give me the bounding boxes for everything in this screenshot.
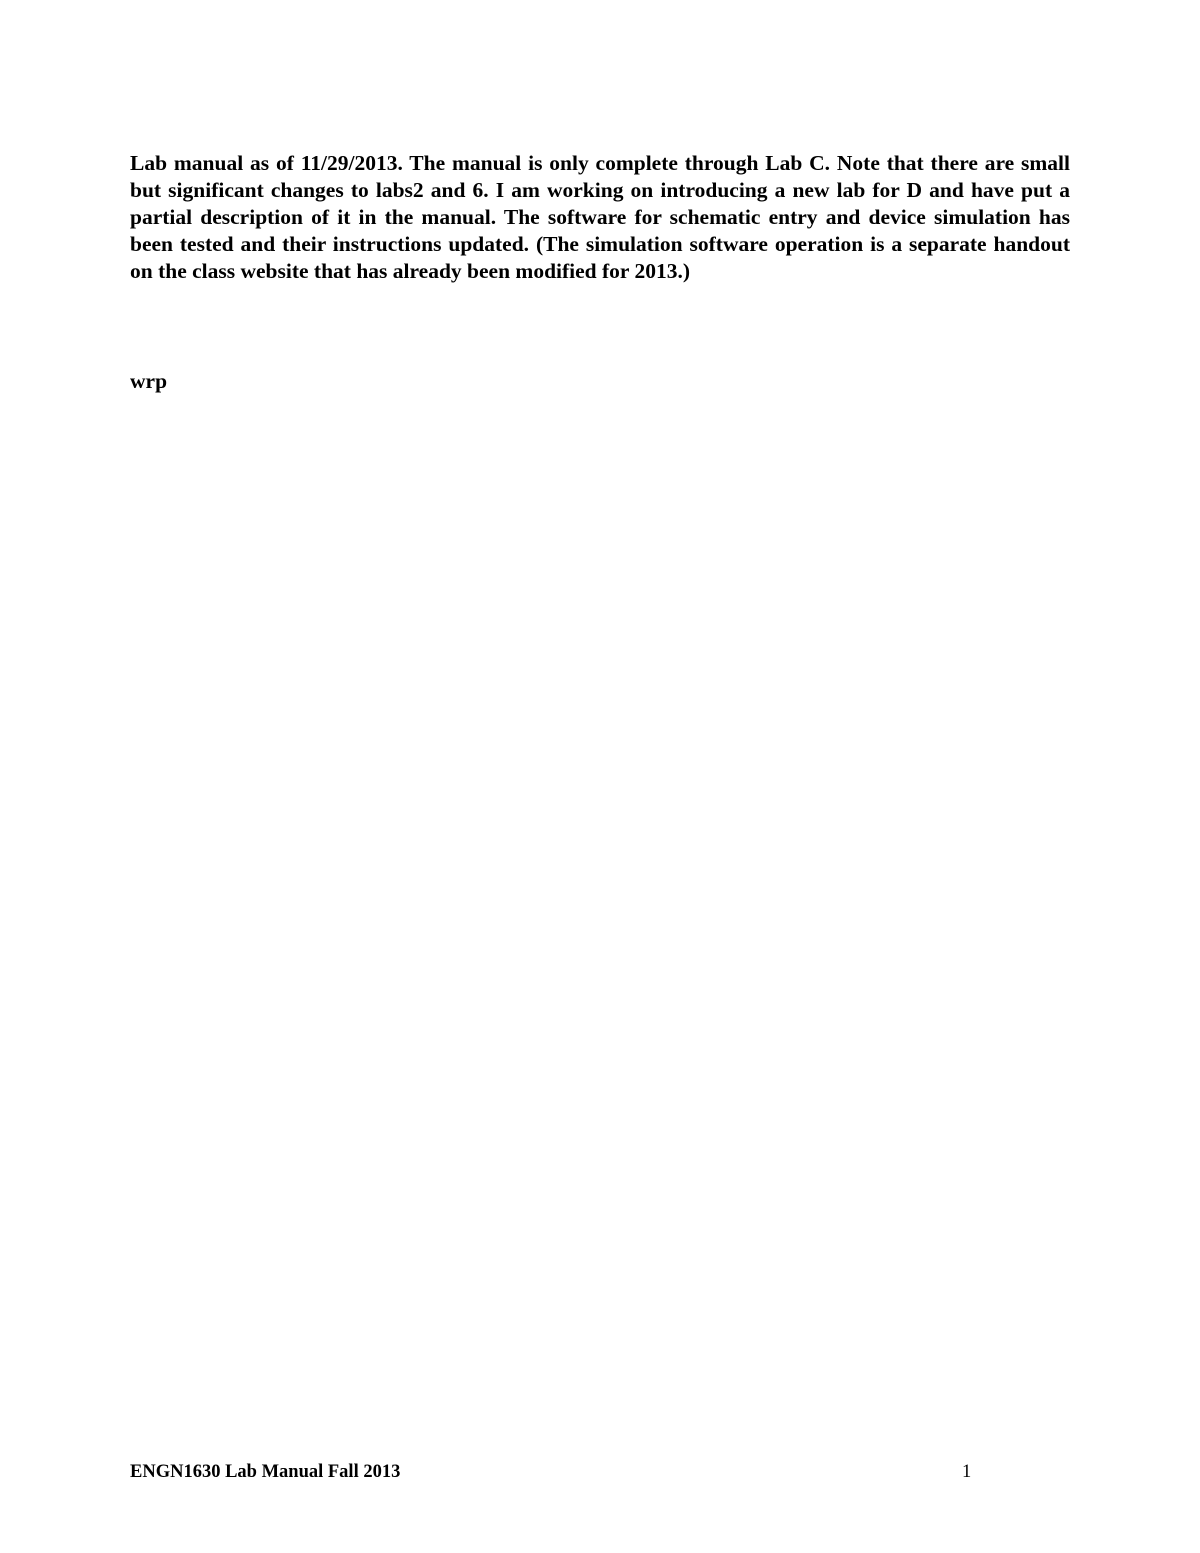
author-initials: wrp [130, 369, 168, 393]
page-number: 1 [962, 1462, 972, 1482]
footer-title: ENGN1630 Lab Manual Fall 2013 [130, 1462, 401, 1482]
body-paragraph: Lab manual as of 11/29/2013. The manual is only complete through Lab C. Note that there are small but significant changes to labs2 and 6. I am working on introducing a new lab for D and have put a partial description of it in the manual. The software for schematic entry and device simulation has been tested and their instructions updated. (The simulation software operation is a separate handout on the class website that has already been modified for 2013.) [130, 151, 1070, 283]
